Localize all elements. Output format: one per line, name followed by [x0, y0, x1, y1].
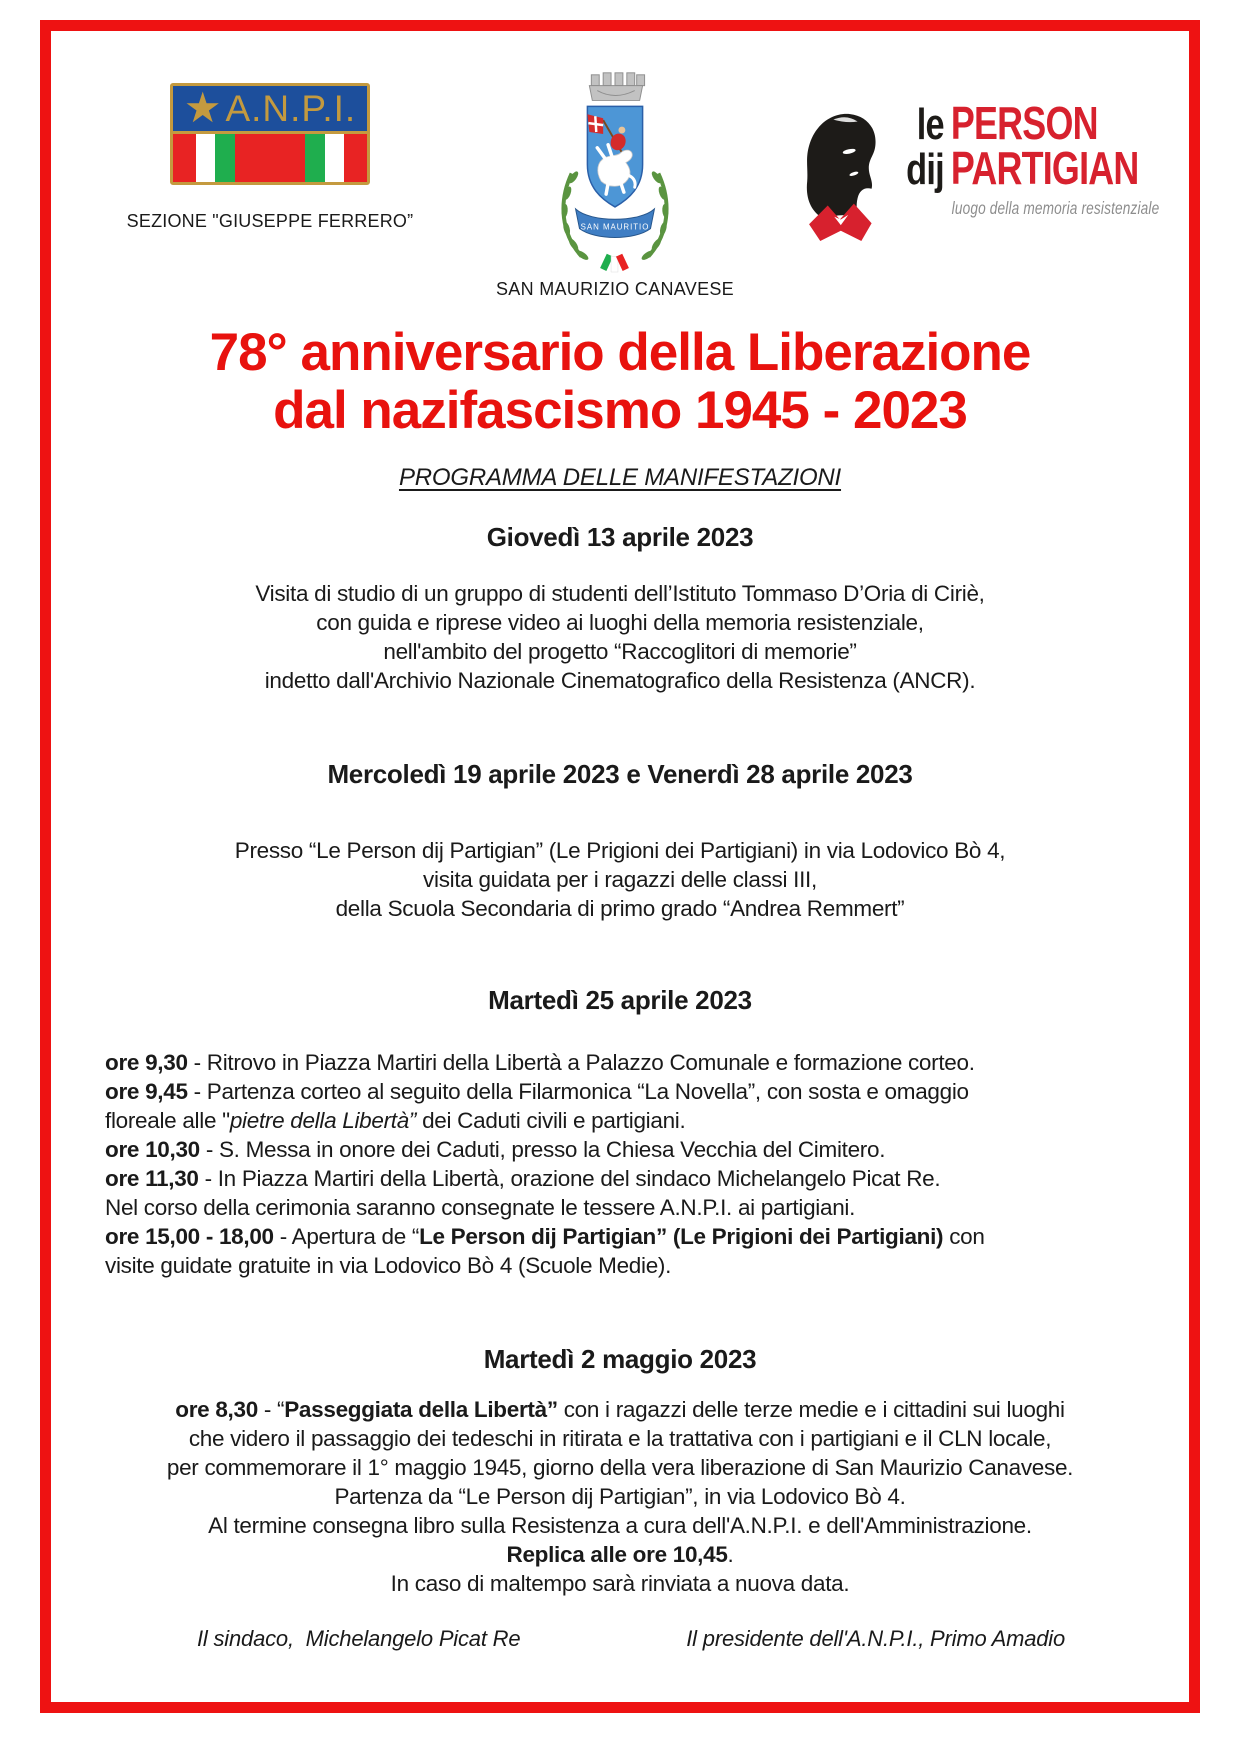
partigian-tagline: luogo della memoria resistenziale — [951, 198, 1160, 219]
text-line: visita guidata per i ragazzi delle classi III, — [423, 867, 817, 892]
anpi-acronym: A.N.P.I. — [225, 87, 357, 129]
text-line: In caso di maltempo sarà rinviata a nuova data. — [390, 1571, 850, 1596]
event-2-maggio-paragraph — [105, 1395, 1135, 1598]
schedule-line: floreale alle "pietre della Libertà” dei Caduti civili e partigiani. — [105, 1108, 686, 1133]
text-line: Al termine consegna libro sulla Resistenza a cura dell'A.N.P.I. e dell'Amministrazione. — [208, 1513, 1032, 1538]
municipality-name: SAN MAURIZIO CANAVESE — [495, 279, 734, 299]
event-heading-25-aprile: Martedì 25 aprile 2023 — [488, 985, 752, 1015]
event-heading-13-aprile: Giovedì 13 aprile 2023 — [486, 522, 754, 552]
municipal-coat-of-arms-icon — [545, 61, 685, 273]
municipality-block — [435, 61, 795, 300]
schedule-line: ore 15,00 - 18,00 - Apertura de “Le Person dij Partigian” (Le Prigioni dei Partigiani) con — [105, 1224, 985, 1249]
partigian-word-dij: dij — [906, 145, 944, 195]
partigian-word-partigian: PARTIGIAN — [950, 142, 1139, 195]
text-line: ore 8,30 - “Passeggiata della Libertà” con i ragazzi delle terze medie e i cittadini sui luoghi — [175, 1397, 1065, 1422]
anpi-logo-block — [105, 61, 435, 232]
event-25-aprile-schedule — [105, 1048, 1135, 1280]
partigian-wordmark — [883, 97, 1160, 219]
anpi-tricolor-stripes-icon — [173, 134, 367, 182]
text-line: nell'ambito del progetto “Raccoglitori di memorie” — [383, 639, 857, 664]
event-13-aprile-paragraph — [105, 579, 1135, 695]
partigian-word-person: PERSON — [950, 97, 1098, 149]
schedule-line: ore 11,30 - In Piazza Martiri della Libertà, orazione del sindaco Michelangelo Picat Re. — [105, 1166, 941, 1191]
schedule-line: visite guidate gratuite in via Lodovico Bò 4 (Scuole Medie). — [105, 1253, 672, 1278]
text-line: della Scuola Secondaria di primo grado “Andrea Remmert” — [335, 896, 905, 921]
text-line: che videro il passaggio dei tedeschi in ritirata e la trattativa con i partigiani e il CLN locale, — [188, 1426, 1052, 1451]
mayor-signature: Il sindaco, Michelangelo Picat Re — [197, 1626, 521, 1651]
mural-crown-icon — [589, 73, 644, 101]
header-logos — [105, 61, 1160, 300]
text-line: Partenza da “Le Person dij Partigian”, in via Lodovico Bò 4. — [334, 1484, 906, 1509]
text-line: con guida e riprese video ai luoghi della memoria resistenziale, — [316, 610, 924, 635]
anpi-president-signature: Il presidente dell'A.N.P.I., Primo Amadio — [686, 1626, 1065, 1651]
schedule-line: ore 10,30 - S. Messa in onore dei Caduti, presso la Chiesa Vecchia del Cimitero. — [105, 1137, 886, 1162]
event-heading-2-maggio: Martedì 2 maggio 2023 — [483, 1344, 757, 1374]
page-title-line1: 78° anniversario della Liberazione — [209, 323, 1031, 382]
schedule-line: ore 9,30 - Ritrovo in Piazza Martiri della Libertà a Palazzo Comunale e formazione corteo. — [105, 1050, 975, 1075]
text-line: Replica alle ore 10,45. — [506, 1542, 734, 1567]
anpi-emblem-top — [173, 86, 367, 134]
schedule-line: ore 9,45 - Partenza corteo al seguito della Filarmonica “La Novella”, con sosta e omaggio — [105, 1079, 969, 1104]
anpi-section-label: SEZIONE "GIUSEPPE FERRERO” — [126, 211, 414, 231]
partigian-logo-block — [795, 61, 1160, 241]
schedule-line: Nel corso della cerimonia saranno consegnate le tessere A.N.P.I. ai partigiani. — [105, 1195, 856, 1220]
banner-scroll-text: SAN MAURITIO — [580, 222, 650, 232]
partigian-word-le: le — [916, 100, 944, 149]
page-title-line2: dal nazifascismo 1945 - 2023 — [273, 381, 967, 440]
poster-content — [105, 31, 1160, 1652]
partisan-portrait-icon — [795, 101, 881, 241]
tricolor-ribbon-icon — [600, 254, 629, 272]
signatures-row — [105, 1626, 1135, 1652]
event-heading-19-28-aprile: Mercoledì 19 aprile 2023 e Venerdì 28 aprile 2023 — [327, 759, 913, 789]
event-19-28-aprile-paragraph — [105, 836, 1135, 923]
banner-scroll-icon — [576, 209, 655, 238]
star-icon: ★ — [183, 84, 222, 132]
anpi-emblem-icon — [170, 83, 370, 185]
text-line: Presso “Le Person dij Partigian” (Le Prigioni dei Partigiani) in via Lodovico Bò 4, — [234, 838, 1006, 863]
program-subtitle: PROGRAMMA DELLE MANIFESTAZIONI — [398, 464, 842, 491]
text-line: Visita di studio di un gruppo di studenti dell’Istituto Tommaso D’Oria di Ciriè, — [255, 581, 985, 606]
text-line: per commemorare il 1° maggio 1945, giorno della vera liberazione di San Maurizio Canavese. — [166, 1455, 1074, 1480]
text-line: indetto dall'Archivio Nazionale Cinematografico della Resistenza (ANCR). — [264, 668, 976, 693]
page-title — [105, 324, 1135, 440]
